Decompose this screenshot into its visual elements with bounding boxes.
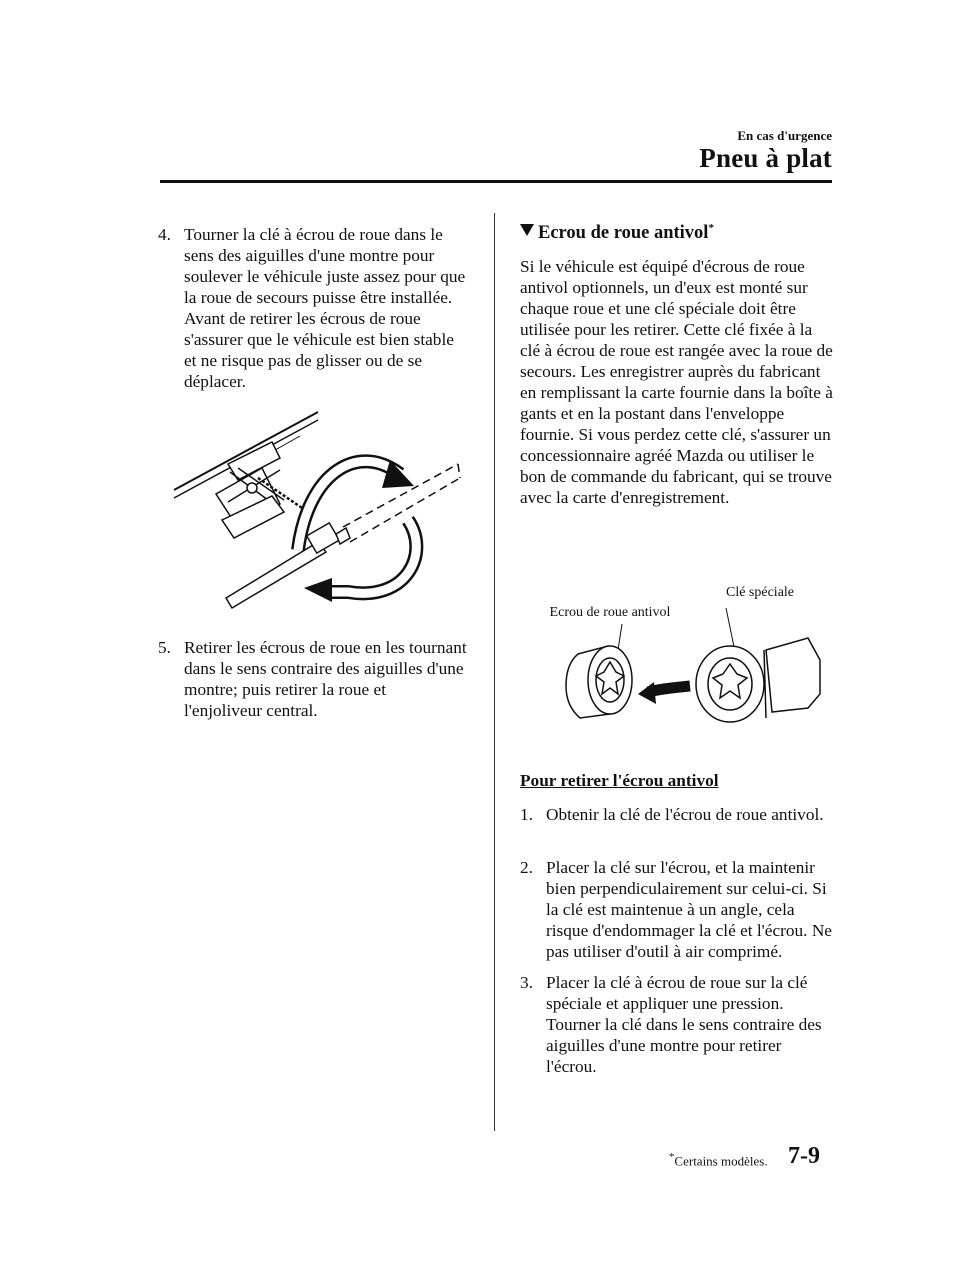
step-text: Placer la clé à écrou de roue sur la clé spéciale et appliquer une pression. Tourner la clé dans le sens contraire des aiguilles d'une montre pour retirer l'écrou.: [546, 973, 822, 1076]
jack-illustration: [168, 402, 468, 616]
header-rule: [160, 180, 832, 183]
subheading: Pour retirer l'écrou antivol: [520, 771, 719, 790]
footnote: [669, 1151, 768, 1169]
footnote-text: Certains modèles.: [674, 1153, 768, 1169]
step-number: 5.: [158, 638, 171, 657]
asterisk-mark: *: [708, 222, 714, 234]
page-number: 7-9: [788, 1143, 820, 1169]
section-label: En cas d'urgence: [737, 128, 832, 143]
step-5: [158, 637, 468, 721]
triangle-bullet-icon: [520, 224, 534, 236]
step-number: 1.: [520, 805, 533, 824]
removal-step-2: [520, 857, 834, 962]
heading-text: Ecrou de roue antivol: [538, 223, 709, 244]
label-lock-nut: Ecrou de roue antivol: [549, 605, 671, 620]
column-divider: [494, 213, 495, 1131]
asterisk-mark: *: [669, 1151, 675, 1163]
label-special-key: Clé spéciale: [725, 585, 795, 600]
lock-nut-illustration: [530, 578, 830, 738]
step-number: 4.: [158, 225, 171, 244]
removal-step-3: [520, 972, 834, 1077]
step-4: [158, 224, 468, 392]
intro-paragraph: Si le véhicule est équipé d'écrous de roue antivol optionnels, un d'eux est monté sur chaque roue et une clé spéciale doit être utilisée pour les retirer. Cette clé fixée à la clé à écrou de roue est rangée avec la roue de secours. Les enregistrer auprès du fabricant en remplissant la carte fournie dans la boîte à gants et en la postant dans l'enveloppe fournie. Si vous perdez cette clé, s'assurer un concessionnaire agréé Mazda ou utiliser le bon de commande du fabricant, qui se trouve avec la carte d'enregistrement.: [520, 257, 833, 507]
step-text: Retirer les écrous de roue en les tournant dans le sens contraire des aiguilles d'une montre; puis retirer la roue et l'enjoliveur central.: [184, 638, 467, 720]
step-number: 2.: [520, 858, 533, 877]
section-title: Pneu à plat: [699, 143, 832, 173]
section-heading: [520, 222, 840, 244]
step-number: 3.: [520, 973, 533, 992]
removal-step-1: [520, 804, 834, 825]
step-text: Obtenir la clé de l'écrou de roue antivol.: [546, 805, 824, 824]
step-text: Placer la clé sur l'écrou, et la maintenir bien perpendiculairement sur celui-ci. Si la clé est maintenue à un angle, cela risque d'endommager la clé et l'écrou. Ne pas utiliser d'outil à air comprimé.: [546, 858, 832, 961]
step-text: Tourner la clé à écrou de roue dans le sens des aiguilles d'une montre pour soulever le véhicule juste assez pour que la roue de secours puisse être installée. Avant de retirer les écrous de roue s'assurer que le véhicule est bien stable et ne risque pas de glisser ou de se déplacer.: [184, 225, 466, 391]
